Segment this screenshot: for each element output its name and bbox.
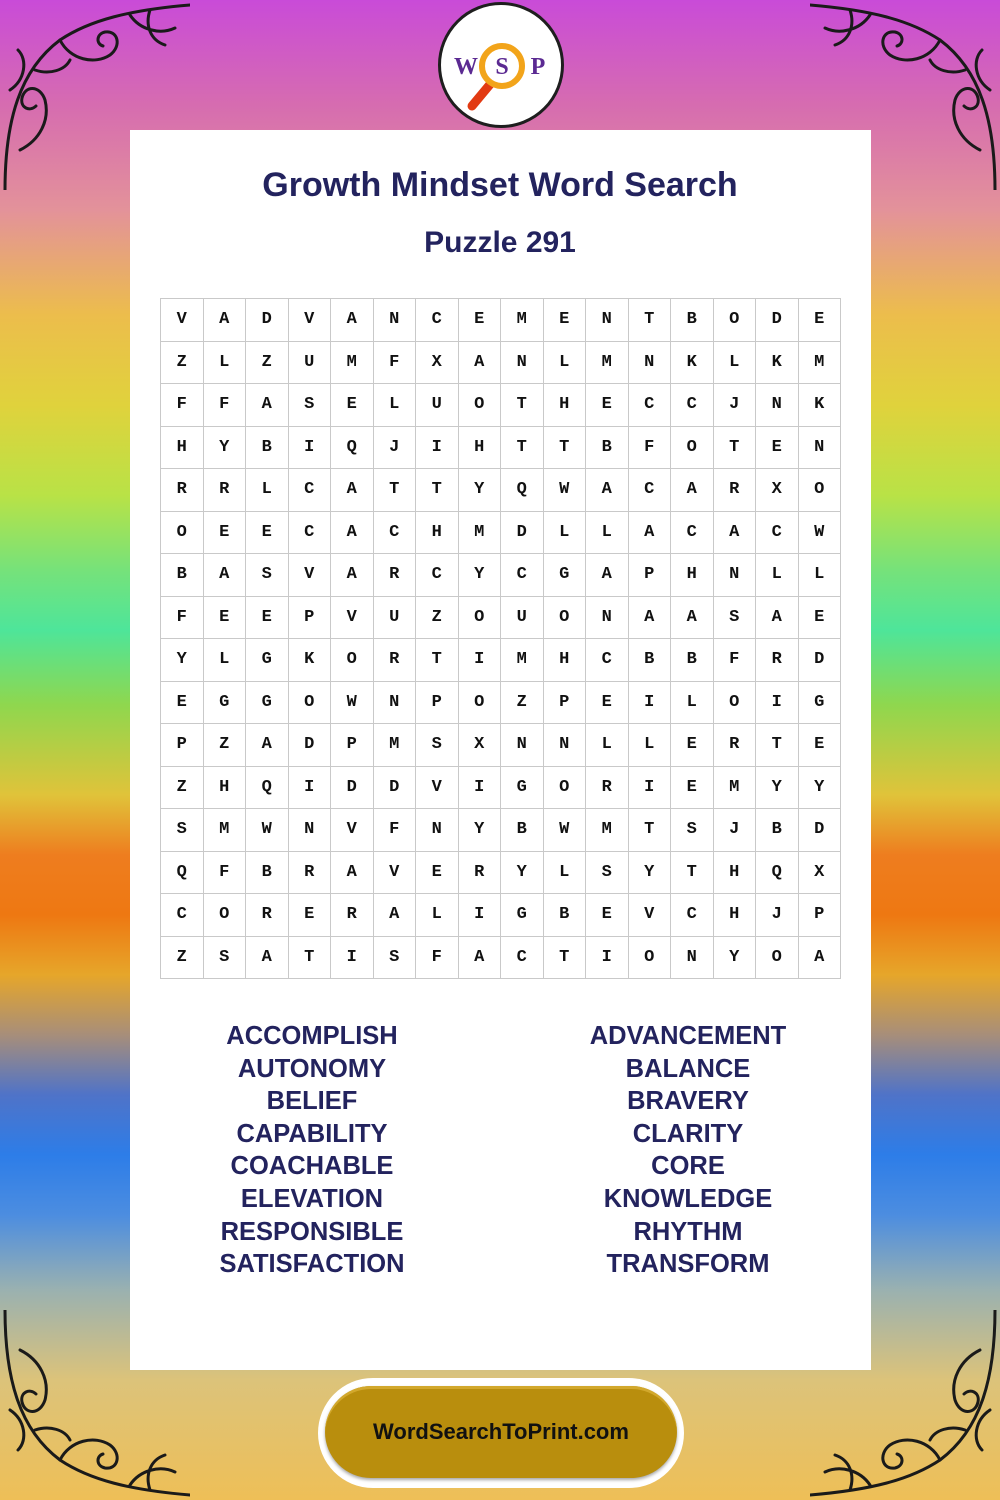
grid-cell[interactable]: K bbox=[289, 639, 332, 682]
grid-cell[interactable]: L bbox=[586, 724, 629, 767]
grid-cell[interactable]: L bbox=[544, 852, 587, 895]
grid-cell[interactable]: L bbox=[544, 342, 587, 385]
grid-cell[interactable]: N bbox=[586, 299, 629, 342]
grid-cell[interactable]: R bbox=[459, 852, 502, 895]
grid-cell[interactable]: Y bbox=[204, 427, 247, 470]
grid-cell[interactable]: N bbox=[799, 427, 842, 470]
logo-letter-s: S bbox=[495, 54, 509, 80]
grid-cell[interactable]: Z bbox=[161, 342, 204, 385]
grid-cell[interactable]: Q bbox=[246, 767, 289, 810]
grid-cell[interactable]: Q bbox=[331, 427, 374, 470]
grid-cell[interactable]: R bbox=[289, 852, 332, 895]
grid-cell[interactable]: K bbox=[756, 342, 799, 385]
grid-cell[interactable]: U bbox=[416, 384, 459, 427]
grid-cell[interactable]: O bbox=[756, 937, 799, 980]
grid-cell[interactable]: E bbox=[459, 299, 502, 342]
grid-cell[interactable]: E bbox=[161, 682, 204, 725]
grid-cell[interactable]: M bbox=[586, 809, 629, 852]
grid-cell[interactable]: R bbox=[586, 767, 629, 810]
grid-cell[interactable]: C bbox=[586, 639, 629, 682]
word-list-item: BELIEF bbox=[266, 1087, 358, 1116]
grid-cell[interactable]: M bbox=[204, 809, 247, 852]
grid-cell[interactable]: K bbox=[799, 384, 842, 427]
grid-cell[interactable]: D bbox=[246, 299, 289, 342]
grid-cell[interactable]: F bbox=[374, 809, 417, 852]
grid-cell[interactable]: E bbox=[756, 427, 799, 470]
grid-cell[interactable]: L bbox=[246, 469, 289, 512]
grid-cell[interactable]: C bbox=[671, 894, 714, 937]
grid-cell[interactable]: B bbox=[161, 554, 204, 597]
grid-cell[interactable]: M bbox=[714, 767, 757, 810]
grid-cell[interactable]: V bbox=[331, 597, 374, 640]
grid-cell[interactable]: B bbox=[501, 809, 544, 852]
grid-cell[interactable]: N bbox=[501, 724, 544, 767]
grid-cell[interactable]: V bbox=[629, 894, 672, 937]
grid-cell[interactable]: Q bbox=[161, 852, 204, 895]
grid-cell[interactable]: N bbox=[671, 937, 714, 980]
word-list-item: KNOWLEDGE bbox=[603, 1184, 773, 1213]
grid-cell[interactable]: E bbox=[586, 384, 629, 427]
grid-cell[interactable]: Y bbox=[501, 852, 544, 895]
grid-cell[interactable]: A bbox=[246, 384, 289, 427]
grid-cell[interactable]: H bbox=[671, 554, 714, 597]
grid-cell[interactable]: A bbox=[629, 512, 672, 555]
word-list-item: CAPABILITY bbox=[236, 1119, 388, 1148]
grid-cell[interactable]: S bbox=[161, 809, 204, 852]
grid-cell[interactable]: T bbox=[416, 639, 459, 682]
grid-cell[interactable]: O bbox=[544, 767, 587, 810]
grid-cell[interactable]: D bbox=[331, 767, 374, 810]
page-title: Growth Mindset Word Search bbox=[262, 166, 738, 204]
grid-cell[interactable]: T bbox=[501, 427, 544, 470]
grid-cell[interactable]: H bbox=[714, 894, 757, 937]
word-list-item: CLARITY bbox=[632, 1119, 744, 1148]
grid-cell[interactable]: C bbox=[289, 512, 332, 555]
grid-cell[interactable]: C bbox=[416, 299, 459, 342]
grid-cell[interactable]: B bbox=[586, 427, 629, 470]
grid-cell[interactable]: U bbox=[501, 597, 544, 640]
grid-cell[interactable]: D bbox=[799, 639, 842, 682]
grid-cell[interactable]: I bbox=[459, 894, 502, 937]
grid-cell[interactable]: M bbox=[459, 512, 502, 555]
letter-grid bbox=[160, 298, 841, 979]
grid-cell[interactable]: E bbox=[671, 724, 714, 767]
grid-cell[interactable]: U bbox=[374, 597, 417, 640]
word-list-item: ADVANCEMENT bbox=[589, 1022, 787, 1050]
grid-cell[interactable]: M bbox=[331, 342, 374, 385]
grid-cell[interactable]: C bbox=[629, 384, 672, 427]
grid-cell[interactable]: C bbox=[374, 512, 417, 555]
grid-cell[interactable]: S bbox=[246, 554, 289, 597]
word-list-item: RHYTHM bbox=[633, 1217, 743, 1246]
grid-cell[interactable]: Y bbox=[459, 469, 502, 512]
grid-cell[interactable]: A bbox=[586, 469, 629, 512]
grid-cell[interactable]: W bbox=[331, 682, 374, 725]
grid-cell[interactable]: N bbox=[714, 554, 757, 597]
grid-cell[interactable]: A bbox=[246, 724, 289, 767]
grid-cell[interactable]: V bbox=[374, 852, 417, 895]
grid-cell[interactable]: D bbox=[501, 512, 544, 555]
grid-cell[interactable]: I bbox=[289, 427, 332, 470]
grid-cell[interactable]: Z bbox=[161, 937, 204, 980]
grid-cell[interactable]: T bbox=[629, 809, 672, 852]
grid-cell[interactable]: A bbox=[671, 469, 714, 512]
grid-cell[interactable]: A bbox=[331, 469, 374, 512]
grid-cell[interactable]: P bbox=[799, 894, 842, 937]
grid-cell[interactable]: Z bbox=[501, 682, 544, 725]
grid-cell[interactable]: H bbox=[204, 767, 247, 810]
grid-cell[interactable]: W bbox=[246, 809, 289, 852]
grid-cell[interactable]: L bbox=[374, 384, 417, 427]
grid-cell[interactable]: N bbox=[629, 342, 672, 385]
grid-cell[interactable]: C bbox=[501, 937, 544, 980]
grid-cell[interactable]: A bbox=[459, 342, 502, 385]
grid-cell[interactable]: E bbox=[671, 767, 714, 810]
grid-cell[interactable]: R bbox=[246, 894, 289, 937]
word-list-item: RESPONSIBLE bbox=[220, 1217, 404, 1246]
grid-cell[interactable]: Y bbox=[756, 767, 799, 810]
grid-cell[interactable]: Z bbox=[246, 342, 289, 385]
grid-cell[interactable]: N bbox=[374, 682, 417, 725]
grid-cell[interactable]: Y bbox=[459, 554, 502, 597]
grid-cell[interactable]: L bbox=[671, 682, 714, 725]
grid-cell[interactable]: P bbox=[289, 597, 332, 640]
grid-cell[interactable]: O bbox=[671, 427, 714, 470]
grid-cell[interactable]: R bbox=[714, 724, 757, 767]
grid-cell[interactable]: O bbox=[799, 469, 842, 512]
grid-cell[interactable]: Y bbox=[714, 937, 757, 980]
grid-cell[interactable]: F bbox=[161, 384, 204, 427]
grid-cell[interactable]: H bbox=[161, 427, 204, 470]
grid-cell[interactable]: A bbox=[671, 597, 714, 640]
grid-cell[interactable]: C bbox=[671, 384, 714, 427]
grid-cell[interactable]: P bbox=[161, 724, 204, 767]
grid-cell[interactable]: E bbox=[416, 852, 459, 895]
grid-cell[interactable]: H bbox=[544, 639, 587, 682]
grid-cell[interactable]: L bbox=[756, 554, 799, 597]
grid-cell[interactable]: B bbox=[671, 299, 714, 342]
grid-cell[interactable]: P bbox=[331, 724, 374, 767]
grid-cell[interactable]: W bbox=[544, 809, 587, 852]
grid-cell[interactable]: E bbox=[586, 894, 629, 937]
grid-cell[interactable]: A bbox=[331, 512, 374, 555]
grid-cell[interactable]: O bbox=[204, 894, 247, 937]
grid-cell[interactable]: I bbox=[289, 767, 332, 810]
grid-cell[interactable]: A bbox=[374, 894, 417, 937]
grid-cell[interactable]: A bbox=[586, 554, 629, 597]
grid-cell[interactable]: L bbox=[204, 639, 247, 682]
grid-cell[interactable]: H bbox=[459, 427, 502, 470]
site-logo[interactable] bbox=[438, 2, 564, 128]
grid-cell[interactable]: Y bbox=[629, 852, 672, 895]
grid-cell[interactable]: V bbox=[289, 554, 332, 597]
grid-cell[interactable]: C bbox=[161, 894, 204, 937]
grid-cell[interactable]: S bbox=[714, 597, 757, 640]
grid-cell[interactable]: J bbox=[714, 384, 757, 427]
grid-cell[interactable]: R bbox=[204, 469, 247, 512]
grid-cell[interactable]: A bbox=[714, 512, 757, 555]
grid-cell[interactable]: B bbox=[671, 639, 714, 682]
grid-cell[interactable]: F bbox=[204, 852, 247, 895]
grid-cell[interactable]: L bbox=[204, 342, 247, 385]
grid-cell[interactable]: I bbox=[586, 937, 629, 980]
grid-cell[interactable]: R bbox=[756, 639, 799, 682]
grid-cell[interactable]: C bbox=[289, 469, 332, 512]
grid-cell[interactable]: G bbox=[544, 554, 587, 597]
magnifier-logo-icon bbox=[446, 10, 556, 120]
word-list-item: SATISFACTION bbox=[219, 1250, 405, 1279]
grid-cell[interactable]: E bbox=[331, 384, 374, 427]
grid-cell[interactable]: E bbox=[289, 894, 332, 937]
grid-cell[interactable]: B bbox=[629, 639, 672, 682]
grid-cell[interactable]: V bbox=[416, 767, 459, 810]
grid-cell[interactable]: O bbox=[629, 937, 672, 980]
grid-cell[interactable]: V bbox=[161, 299, 204, 342]
grid-cell[interactable]: E bbox=[586, 682, 629, 725]
grid-cell[interactable]: T bbox=[289, 937, 332, 980]
grid-cell[interactable]: P bbox=[544, 682, 587, 725]
grid-cell[interactable]: J bbox=[374, 427, 417, 470]
grid-cell[interactable]: N bbox=[544, 724, 587, 767]
grid-cell[interactable]: I bbox=[331, 937, 374, 980]
grid-cell[interactable]: R bbox=[331, 894, 374, 937]
word-list-item: ELEVATION bbox=[240, 1184, 384, 1213]
grid-cell[interactable]: T bbox=[544, 937, 587, 980]
grid-cell[interactable]: N bbox=[289, 809, 332, 852]
grid-cell[interactable]: T bbox=[714, 427, 757, 470]
grid-cell[interactable]: N bbox=[416, 809, 459, 852]
grid-cell[interactable]: R bbox=[161, 469, 204, 512]
grid-cell[interactable]: H bbox=[416, 512, 459, 555]
grid-cell[interactable]: B bbox=[246, 427, 289, 470]
grid-cell[interactable]: A bbox=[629, 597, 672, 640]
grid-cell[interactable]: A bbox=[331, 554, 374, 597]
grid-cell[interactable]: E bbox=[799, 299, 842, 342]
grid-cell[interactable]: V bbox=[331, 809, 374, 852]
grid-cell[interactable]: K bbox=[671, 342, 714, 385]
grid-cell[interactable]: G bbox=[204, 682, 247, 725]
word-list-item: AUTONOMY bbox=[237, 1054, 387, 1083]
word-list-item: BALANCE bbox=[625, 1054, 751, 1083]
grid-cell[interactable]: T bbox=[416, 469, 459, 512]
word-list-item: COACHABLE bbox=[230, 1152, 394, 1181]
grid-cell[interactable]: E bbox=[204, 512, 247, 555]
word-list-right bbox=[558, 1020, 818, 1281]
grid-cell[interactable]: F bbox=[629, 427, 672, 470]
grid-cell[interactable]: T bbox=[544, 427, 587, 470]
grid-cell[interactable]: R bbox=[714, 469, 757, 512]
grid-cell[interactable]: I bbox=[416, 427, 459, 470]
logo-letter-w: W bbox=[454, 54, 478, 80]
grid-cell[interactable]: J bbox=[714, 809, 757, 852]
grid-cell[interactable]: S bbox=[289, 384, 332, 427]
grid-cell[interactable]: R bbox=[374, 554, 417, 597]
grid-cell[interactable]: L bbox=[799, 554, 842, 597]
grid-cell[interactable]: G bbox=[246, 639, 289, 682]
grid-cell[interactable]: N bbox=[586, 597, 629, 640]
grid-cell[interactable]: E bbox=[799, 724, 842, 767]
grid-cell[interactable]: V bbox=[289, 299, 332, 342]
grid-cell[interactable]: A bbox=[459, 937, 502, 980]
grid-cell[interactable]: X bbox=[799, 852, 842, 895]
grid-cell[interactable]: C bbox=[501, 554, 544, 597]
grid-cell[interactable]: O bbox=[331, 639, 374, 682]
grid-cell[interactable]: U bbox=[289, 342, 332, 385]
footer-site-link[interactable]: WordSearchToPrint.com bbox=[325, 1386, 677, 1478]
grid-cell[interactable]: O bbox=[544, 597, 587, 640]
grid-cell[interactable]: S bbox=[204, 937, 247, 980]
grid-cell[interactable]: O bbox=[289, 682, 332, 725]
grid-cell[interactable]: Z bbox=[204, 724, 247, 767]
grid-cell[interactable]: T bbox=[756, 724, 799, 767]
grid-cell[interactable]: A bbox=[204, 554, 247, 597]
grid-cell[interactable]: L bbox=[544, 512, 587, 555]
grid-cell[interactable]: G bbox=[799, 682, 842, 725]
grid-cell[interactable]: A bbox=[331, 299, 374, 342]
grid-cell[interactable]: N bbox=[374, 299, 417, 342]
grid-cell[interactable]: E bbox=[204, 597, 247, 640]
grid-cell[interactable]: H bbox=[714, 852, 757, 895]
grid-cell[interactable]: O bbox=[459, 384, 502, 427]
grid-cell[interactable]: X bbox=[459, 724, 502, 767]
grid-cell[interactable]: M bbox=[799, 342, 842, 385]
word-list-item: TRANSFORM bbox=[606, 1250, 770, 1279]
grid-cell[interactable]: L bbox=[629, 724, 672, 767]
grid-cell[interactable]: M bbox=[374, 724, 417, 767]
grid-cell[interactable]: F bbox=[416, 937, 459, 980]
grid-cell[interactable]: Q bbox=[756, 852, 799, 895]
grid-cell[interactable]: W bbox=[544, 469, 587, 512]
word-list-item: ACCOMPLISH bbox=[226, 1022, 398, 1050]
grid-cell[interactable]: B bbox=[246, 852, 289, 895]
grid-cell[interactable]: F bbox=[374, 342, 417, 385]
logo-letter-p: P bbox=[530, 54, 546, 80]
grid-cell[interactable]: A bbox=[331, 852, 374, 895]
grid-cell[interactable]: N bbox=[501, 342, 544, 385]
grid-cell[interactable]: O bbox=[714, 682, 757, 725]
grid-cell[interactable]: B bbox=[756, 809, 799, 852]
grid-cell[interactable]: N bbox=[756, 384, 799, 427]
grid-cell[interactable]: C bbox=[756, 512, 799, 555]
grid-cell[interactable]: B bbox=[544, 894, 587, 937]
grid-cell[interactable]: T bbox=[671, 852, 714, 895]
grid-cell[interactable]: C bbox=[629, 469, 672, 512]
grid-cell[interactable]: D bbox=[799, 809, 842, 852]
grid-cell[interactable]: A bbox=[756, 597, 799, 640]
grid-cell[interactable]: P bbox=[416, 682, 459, 725]
grid-cell[interactable]: X bbox=[756, 469, 799, 512]
grid-cell[interactable]: I bbox=[629, 682, 672, 725]
grid-cell[interactable]: M bbox=[501, 299, 544, 342]
grid-cell[interactable]: F bbox=[714, 639, 757, 682]
grid-cell[interactable]: Z bbox=[416, 597, 459, 640]
grid-cell[interactable]: A bbox=[246, 937, 289, 980]
grid-cell[interactable]: S bbox=[671, 809, 714, 852]
grid-cell[interactable]: G bbox=[246, 682, 289, 725]
grid-cell[interactable]: J bbox=[756, 894, 799, 937]
grid-cell[interactable]: Z bbox=[161, 767, 204, 810]
grid-cell[interactable]: Q bbox=[501, 469, 544, 512]
grid-cell[interactable]: M bbox=[586, 342, 629, 385]
grid-cell[interactable]: Y bbox=[459, 809, 502, 852]
grid-cell[interactable]: F bbox=[161, 597, 204, 640]
grid-cell[interactable]: C bbox=[416, 554, 459, 597]
grid-cell[interactable]: R bbox=[374, 639, 417, 682]
grid-cell[interactable]: D bbox=[756, 299, 799, 342]
grid-cell[interactable]: T bbox=[501, 384, 544, 427]
grid-cell[interactable]: O bbox=[161, 512, 204, 555]
grid-cell[interactable]: E bbox=[246, 512, 289, 555]
grid-cell[interactable]: A bbox=[799, 937, 842, 980]
grid-cell[interactable]: E bbox=[246, 597, 289, 640]
grid-cell[interactable]: W bbox=[799, 512, 842, 555]
grid-cell[interactable]: E bbox=[544, 299, 587, 342]
grid-cell[interactable]: P bbox=[629, 554, 672, 597]
grid-cell[interactable]: T bbox=[629, 299, 672, 342]
grid-cell[interactable]: Y bbox=[161, 639, 204, 682]
grid-cell[interactable]: L bbox=[586, 512, 629, 555]
grid-cell[interactable]: E bbox=[799, 597, 842, 640]
grid-cell[interactable]: O bbox=[459, 682, 502, 725]
grid-cell[interactable]: I bbox=[629, 767, 672, 810]
word-list-left bbox=[182, 1020, 442, 1281]
grid-cell[interactable]: I bbox=[459, 767, 502, 810]
word-list-item: BRAVERY bbox=[627, 1087, 749, 1116]
grid-cell[interactable]: M bbox=[501, 639, 544, 682]
grid-cell[interactable]: Y bbox=[799, 767, 842, 810]
grid-cell[interactable]: I bbox=[459, 639, 502, 682]
grid-cell[interactable]: T bbox=[374, 469, 417, 512]
grid-cell[interactable]: S bbox=[586, 852, 629, 895]
grid-cell[interactable]: G bbox=[501, 894, 544, 937]
puzzle-number: Puzzle 291 bbox=[424, 226, 576, 259]
grid-cell[interactable]: A bbox=[204, 299, 247, 342]
word-list-item: CORE bbox=[651, 1152, 725, 1181]
grid-cell[interactable]: S bbox=[416, 724, 459, 767]
grid-cell[interactable]: D bbox=[374, 767, 417, 810]
grid-cell[interactable]: I bbox=[756, 682, 799, 725]
grid-cell[interactable]: O bbox=[714, 299, 757, 342]
grid-cell[interactable]: O bbox=[459, 597, 502, 640]
grid-cell[interactable]: D bbox=[289, 724, 332, 767]
grid-cell[interactable]: X bbox=[416, 342, 459, 385]
grid-cell[interactable]: L bbox=[416, 894, 459, 937]
grid-cell[interactable]: C bbox=[671, 512, 714, 555]
grid-cell[interactable]: F bbox=[204, 384, 247, 427]
grid-cell[interactable]: S bbox=[374, 937, 417, 980]
grid-cell[interactable]: L bbox=[714, 342, 757, 385]
grid-cell[interactable]: G bbox=[501, 767, 544, 810]
grid-cell[interactable]: H bbox=[544, 384, 587, 427]
